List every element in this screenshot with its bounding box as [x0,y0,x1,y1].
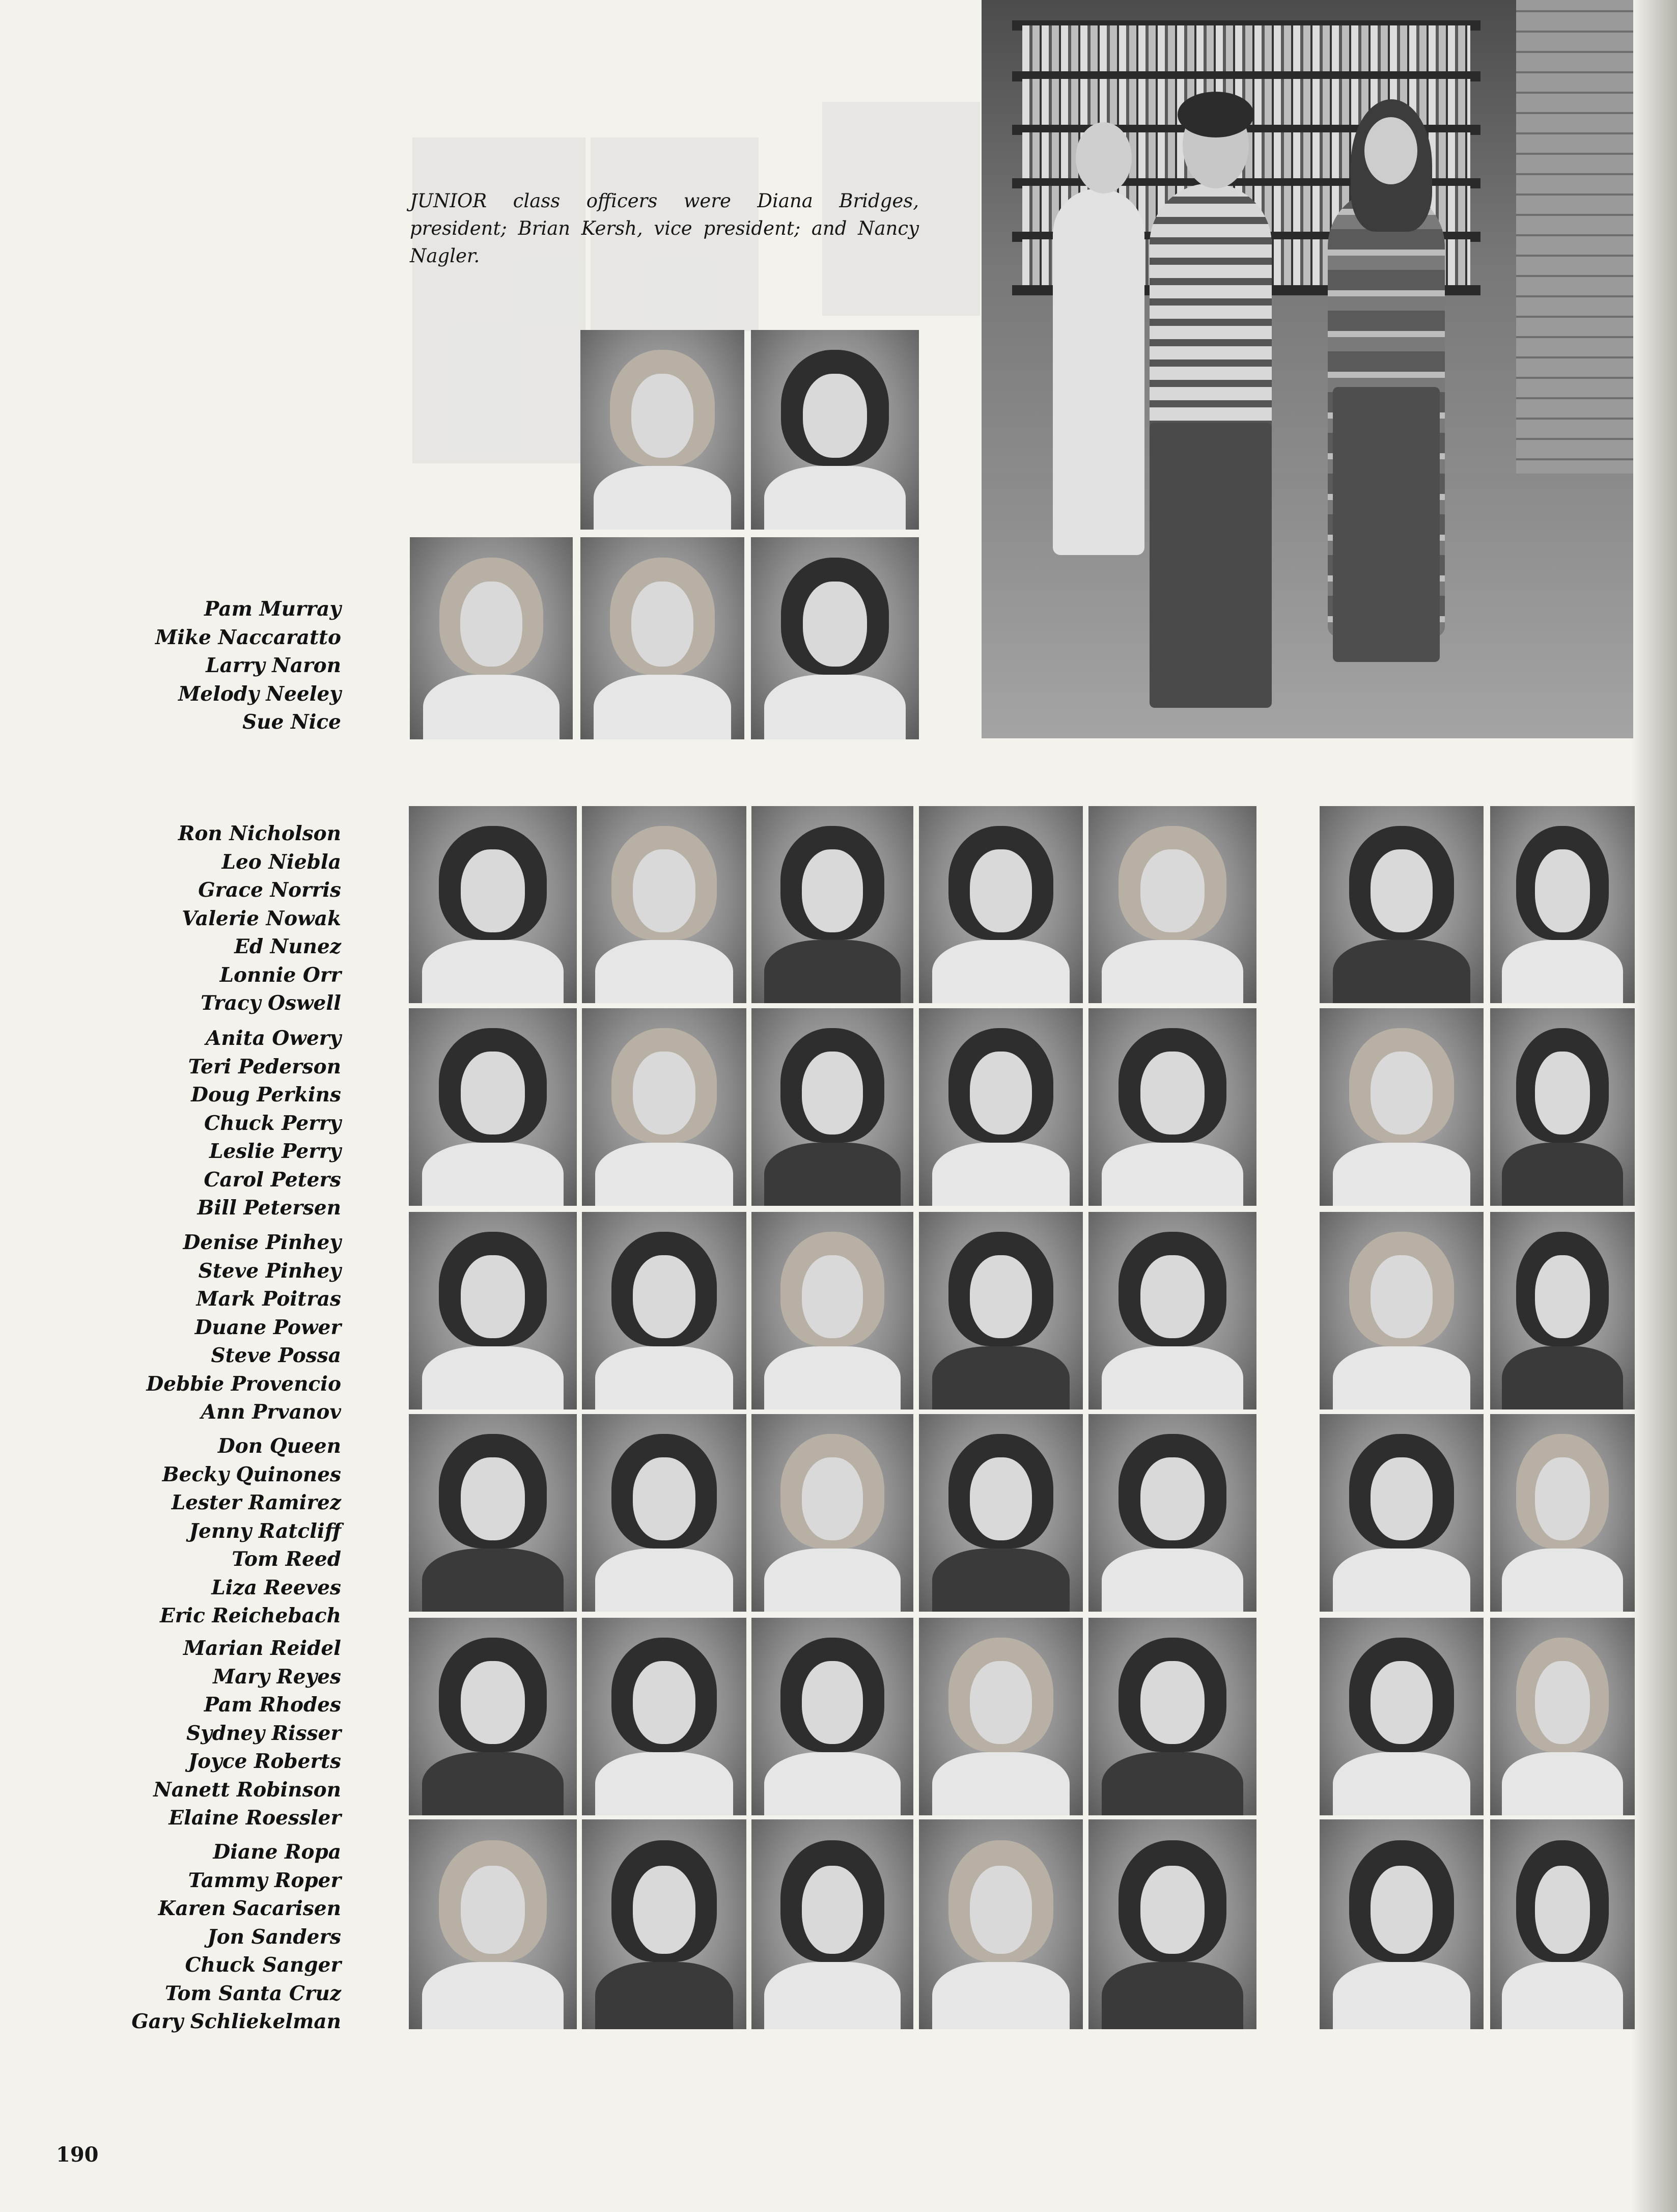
student-portrait [1320,1618,1484,1815]
student-name: Tom Reed [232,1547,341,1571]
student-portrait [1490,806,1635,1003]
student-name: Duane Power [194,1315,341,1339]
student-portrait [580,330,744,530]
student-name: Denise Pinhey [183,1231,341,1254]
student-portrait [919,1414,1083,1612]
page-gutter-shadow [1631,0,1677,2212]
student-name: Valerie Nowak [182,906,341,930]
student-portrait [1490,1008,1635,1206]
student-portrait [751,1819,913,2029]
student-name: Mark Poitras [196,1287,341,1311]
student-name: Karen Sacarisen [158,1897,341,1920]
student-portrait [919,1008,1083,1206]
student-name: Steve Pinhey [198,1259,341,1283]
student-name: Diane Ropa [213,1840,341,1864]
student-portrait [751,537,919,739]
student-name: Doug Perkins [191,1083,341,1107]
student-name: Carol Peters [204,1168,341,1192]
student-portrait [751,1618,913,1815]
student-name: Leslie Perry [209,1140,341,1163]
student-portrait [919,806,1083,1003]
portrait-row-names [56,1229,341,1427]
student-name: Grace Norris [198,878,341,902]
group-photo-caption: JUNIOR class officers were Diana Bridges, president; Brian Kersh, vice president; and Nancy Nagler. [410,190,919,267]
student-portrait [582,1414,746,1612]
student-name: Leo Niebla [221,850,341,874]
student-portrait [1088,1414,1256,1612]
student-portrait [751,330,919,530]
student-name: Bill Petersen [197,1196,341,1220]
student-name: Joyce Roberts [188,1750,341,1773]
portrait-row-names [56,1432,341,1630]
student-name: Anita Owery [206,1027,341,1050]
student-name: Tammy Roper [188,1868,341,1892]
officer-names-list [56,595,341,737]
student-name: Gary Schliekelman [131,2010,341,2033]
student-portrait [409,806,577,1003]
student-name: Pam Murray [204,597,341,621]
portrait-row-names [56,1838,341,2036]
student-portrait [1490,1819,1635,2029]
student-name: Debbie Provencio [146,1372,341,1396]
student-name: Ann Prvanov [201,1400,341,1424]
student-name: Lester Ramirez [171,1491,341,1514]
student-portrait [751,1008,913,1206]
student-portrait [1490,1618,1635,1815]
student-portrait [580,537,744,739]
student-portrait [1088,1819,1256,2029]
page-number: 190 [56,2143,99,2167]
student-portrait [582,1008,746,1206]
student-name: Jenny Ratcliff [189,1519,341,1543]
student-name: Teri Pederson [188,1055,341,1079]
student-name: Mary Reyes [213,1665,341,1689]
student-name: Sydney Risser [186,1721,341,1745]
student-portrait [751,806,913,1003]
class-officers-group-photo [982,0,1633,738]
student-portrait [1088,1618,1256,1815]
student-name: Becky Quinones [162,1462,341,1486]
student-name: Marian Reidel [183,1637,341,1660]
student-name: Nanett Robinson [153,1778,341,1802]
student-portrait [1320,1008,1484,1206]
bleed-through-block-1 [412,137,585,463]
student-portrait [1490,1212,1635,1409]
student-portrait [1320,1414,1484,1612]
student-portrait [582,806,746,1003]
student-name: Sue Nice [242,710,341,734]
student-portrait [1088,806,1256,1003]
student-name: Pam Rhodes [204,1693,341,1717]
student-portrait [919,1212,1083,1409]
student-name: Elaine Roessler [169,1806,341,1830]
portrait-row-names [56,820,341,1018]
student-portrait [1320,806,1484,1003]
student-portrait [409,1008,577,1206]
student-portrait [582,1618,746,1815]
student-name: Tom Santa Cruz [164,1981,341,2005]
student-name: Don Queen [217,1434,341,1458]
student-portrait [409,1618,577,1815]
portrait-row-names [56,1025,341,1223]
student-portrait [1088,1008,1256,1206]
student-name: Mike Naccaratto [155,625,341,649]
student-portrait [751,1414,913,1612]
student-portrait [919,1618,1083,1815]
student-portrait [409,1212,577,1409]
student-portrait [409,1414,577,1612]
student-name: Larry Naron [206,654,341,677]
student-name: Liza Reeves [211,1575,341,1599]
student-name: Ron Nicholson [178,822,341,845]
student-name: Ed Nunez [234,935,341,958]
student-name: Jon Sanders [207,1925,341,1949]
student-name: Tracy Oswell [201,991,341,1015]
student-portrait [582,1212,746,1409]
portrait-row-names [56,1635,341,1833]
student-portrait [1320,1819,1484,2029]
student-name: Chuck Sanger [185,1953,341,1977]
student-portrait [1490,1414,1635,1612]
student-name: Steve Possa [211,1344,341,1367]
student-portrait [1088,1212,1256,1409]
student-portrait [751,1212,913,1409]
student-name: Melody Neeley [178,682,341,706]
student-name: Lonnie Orr [219,963,341,987]
student-portrait [582,1819,746,2029]
student-portrait [1320,1212,1484,1409]
student-name: Chuck Perry [204,1111,341,1135]
student-name: Eric Reichebach [159,1604,341,1627]
student-portrait [410,537,573,739]
student-portrait [919,1819,1083,2029]
student-portrait [409,1819,577,2029]
